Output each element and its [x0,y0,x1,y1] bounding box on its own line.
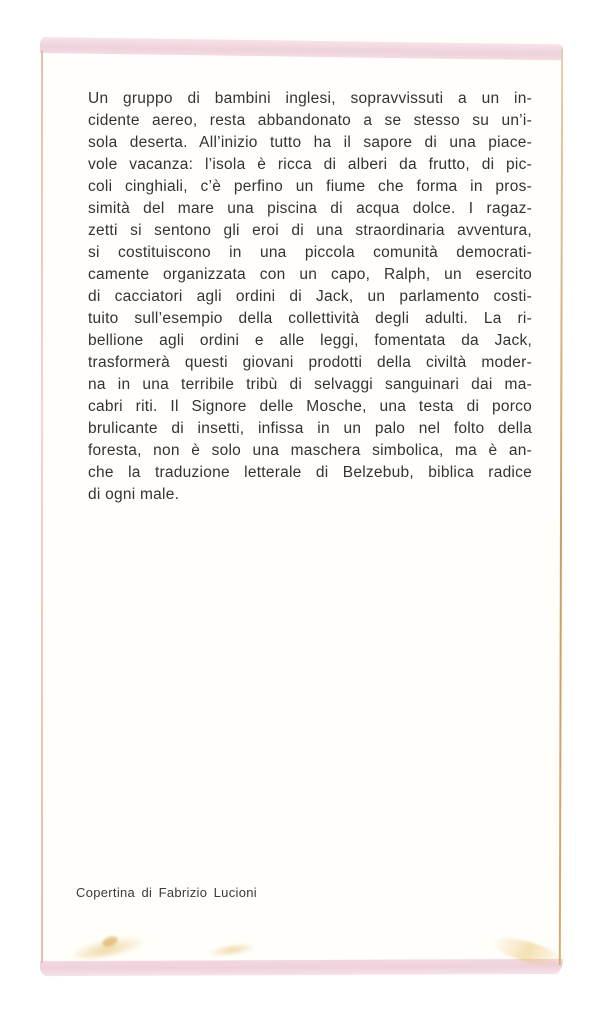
blurb-line: di cacciatori agli ordini di Jack, un parlamento costi- [88,288,532,305]
blurb-line: na in una terribile tribù di selvaggi sanguinari dai ma- [88,376,532,393]
cover-right-edge [559,49,563,965]
blurb-line: coli cinghiali, c’è perfino un fiume che forma in pros- [88,178,532,195]
blurb-line: bellione agli ordini e alle leggi, fomentata da Jack, [88,332,532,349]
book-back-cover [40,36,563,977]
stain-mark [101,935,119,949]
blurb-line: tuito sull’esempio della collettività degli adulti. La ri- [88,310,532,327]
cover-left-edge [41,50,43,963]
blurb-line: sola deserta. All’inizio tutto ha il sapore di una piace- [88,134,532,151]
cover-credit: Copertina di Fabrizio Lucioni [76,885,257,900]
blurb-line: brulicante di insetti, infissa in un palo nel folto della [88,420,532,437]
blurb-line: foresta, non è solo una maschera simbolica, ma è an- [88,442,532,459]
blurb-line: si costituiscono in una piccola comunità democrati- [88,244,532,261]
blurb-line: simità del mare una piscina di acqua dolce. I ragaz- [88,200,532,217]
blurb-line: camente organizzata con un capo, Ralph, un esercito [88,266,532,283]
blurb-line: cidente aereo, resta abbandonato a se stesso su un’i- [88,112,532,129]
blurb-line: Un gruppo di bambini inglesi, sopravvissuti a un in- [88,90,532,107]
cover-top-edge-band [40,37,563,60]
cover-bottom-edge-band [40,959,563,976]
blurb-line: cabri riti. Il Signore delle Mosche, una testa di porco [88,398,532,415]
stain-mark [71,930,149,963]
blurb-line: zetti si sentono gli eroi di una straordinaria avventura, [88,222,532,239]
blurb-line: di ogni male. [88,486,180,503]
blurb-line: che la traduzione letterale di Belzebub, biblica radice [88,464,532,481]
stain-mark [207,941,256,960]
blurb-paragraph [88,88,532,506]
blurb-line: vole vacanza: l’isola è ricca di alberi da frutto, di pic- [88,156,532,173]
blurb-line: trasformerà questi giovani prodotti della civiltà moder- [88,354,532,371]
